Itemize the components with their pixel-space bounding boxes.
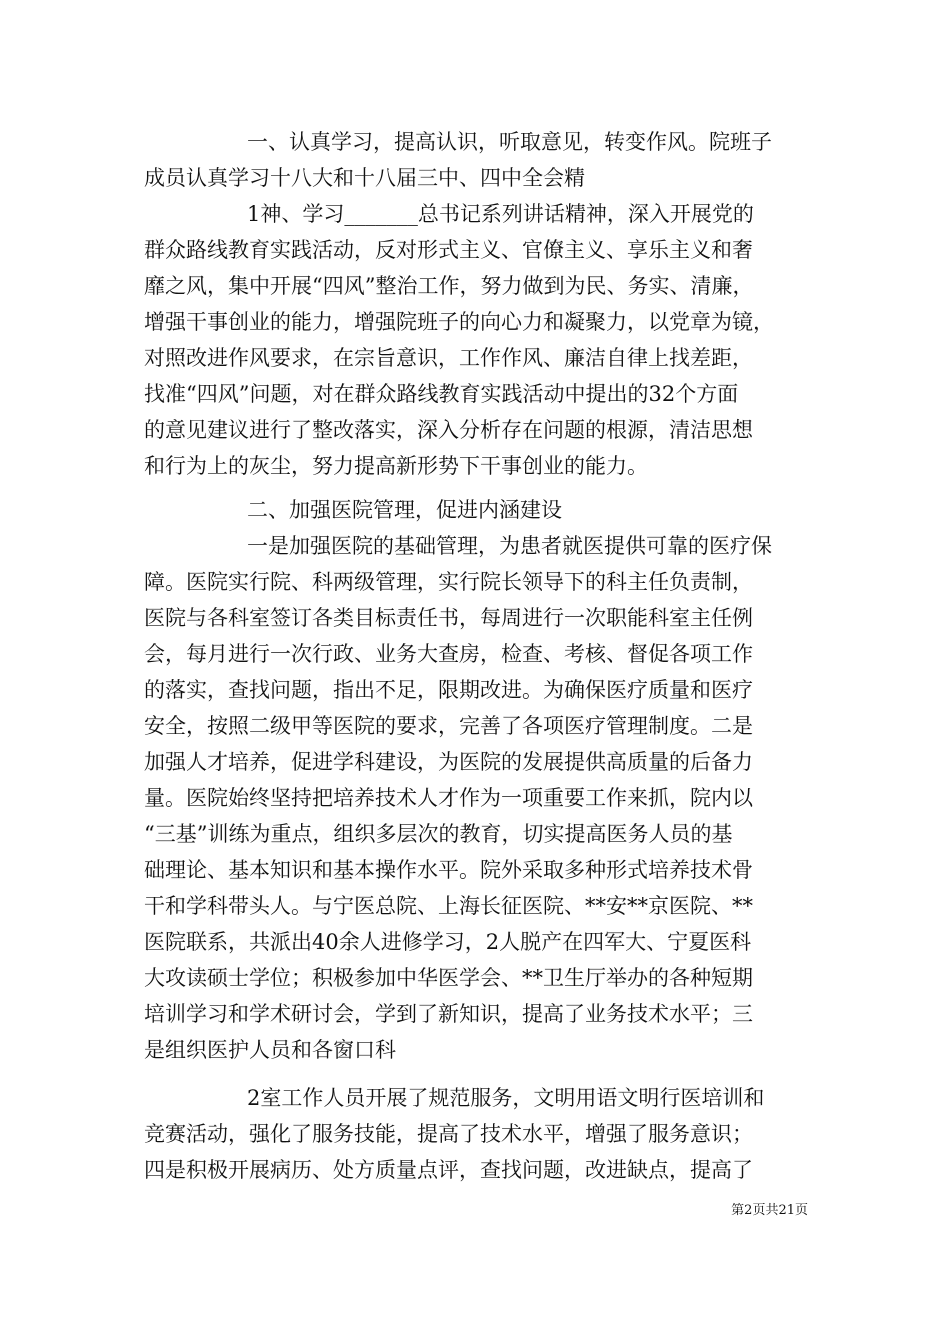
page-footer: 第2页共21页 (731, 1203, 808, 1218)
text-line-9: 的意见建议进行了整改落实，深入分析存在问题的根源，清洁思想 (144, 418, 753, 442)
text-line-27: 2室工作人员开展了规范服务，文明用语文明行医培训和 (247, 1086, 765, 1110)
text-line-1: 一、认真学习，提高认识，听取意见，转变作风。院班子 (247, 130, 772, 154)
text-line-5: 靡之风，集中开展“四风”整治工作，努力做到为民、务实、清廉， (144, 274, 754, 298)
text-line-26: 是组织医护人员和各窗口科 (144, 1038, 396, 1062)
text-line-2: 成员认真学习十八大和十八届三中、四中全会精 (144, 166, 585, 190)
text-line-15: 会，每月进行一次行政、业务大查房，检查、考核、督促各项工作 (144, 642, 753, 666)
text-line-17: 安全，按照二级甲等医院的要求，完善了各项医疗管理制度。二是 (144, 714, 753, 738)
text-line-24: 大攻读硕士学位；积极参加中华医学会、**卫生厅举办的各种短期 (144, 966, 753, 990)
section-heading-2: 二、加强医院管理，促进内涵建设 (247, 498, 562, 522)
text-line-28: 竞赛活动，强化了服务技能，提高了技术水平，增强了服务意识； (144, 1122, 753, 1146)
text-line-14: 医院与各科室签订各类目标责任书，每周进行一次职能科室主任例 (144, 606, 753, 630)
text-line-10: 和行为上的灰尘，努力提高新形势下干事创业的能力。 (144, 454, 648, 478)
text-line-23: 医院联系，共派出40余人进修学习，2人脱产在四军大、宁夏医科 (144, 930, 752, 954)
text-line-16: 的落实，查找问题，指出不足，限期改进。为确保医疗质量和医疗 (144, 678, 753, 702)
text-line-4: 群众路线教育实践活动，反对形式主义、官僚主义、享乐主义和奢 (144, 238, 753, 262)
text-line-6: 增强干事创业的能力，增强院班子的向心力和凝聚力，以党章为镜， (144, 310, 774, 334)
text-line-29: 四是积极开展病历、处方质量点评，查找问题，改进缺点，提高了 (144, 1158, 753, 1182)
text-line-13: 障。医院实行院、科两级管理，实行院长领导下的科主任负责制， (144, 570, 753, 594)
text-line-19: 量。医院始终坚持把培养技术人才作为一项重要工作来抓，院内以 (144, 786, 753, 810)
text-line-8: 找准“四风”问题，对在群众路线教育实践活动中提出的32个方面 (144, 382, 739, 406)
text-line-25: 培训学习和学术研讨会，学到了新知识，提高了业务技术水平；三 (144, 1002, 753, 1026)
text-line-20: “三基”训练为重点，组织多层次的教育，切实提高医务人员的基 (144, 822, 733, 846)
text-line-18: 加强人才培养，促进学科建设，为医院的发展提供高质量的后备力 (144, 750, 753, 774)
text-line-7: 对照改进作风要求，在宗旨意识，工作作风、廉洁自律上找差距， (144, 346, 753, 370)
text-line-21: 础理论、基本知识和基本操作水平。院外采取多种形式培养技术骨 (144, 858, 753, 882)
text-line-3: 1神、学习_______总书记系列讲话精神，深入开展党的 (247, 202, 754, 226)
text-line-12: 一是加强医院的基础管理，为患者就医提供可靠的医疗保 (247, 534, 772, 558)
text-line-22: 干和学科带头人。与宁医总院、上海长征医院、**安**京医院、** (144, 894, 753, 918)
